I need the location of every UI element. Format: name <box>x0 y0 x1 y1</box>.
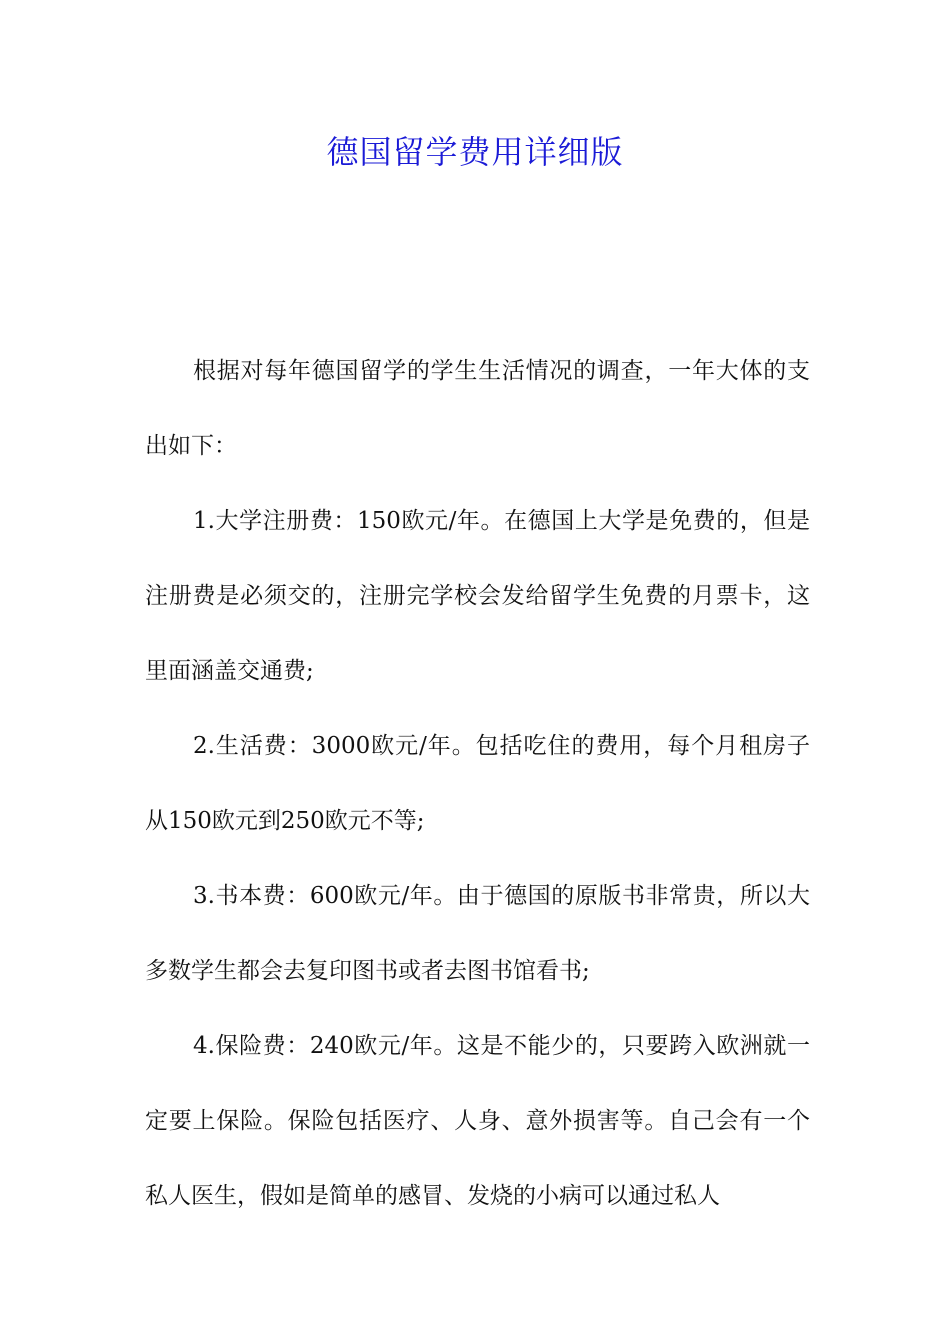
document-title: 德国留学费用详细版 <box>326 133 624 171</box>
paragraph-insurance: 4.保险费：240欧元/年。这是不能少的，只要跨入欧洲就一定要上保险。保险包括医疗、人身、意外损害等。自己会有一个私人医生，假如是简单的感冒、发烧的小病可以通过私人 <box>145 1033 810 1209</box>
paragraph-registration-fee: 1.大学注册费：150欧元/年。在德国上大学是免费的，但是注册费是必须交的，注册完学校会发给留学生免费的月票卡，这里面涵盖交通费; <box>145 508 810 684</box>
paragraph-intro: 根据对每年德国留学的学生生活情况的调查，一年大体的支出如下： <box>145 358 810 459</box>
paragraph-book-cost: 3.书本费：600欧元/年。由于德国的原版书非常贵，所以大多数学生都会去复印图书或者去图书馆看书; <box>145 883 810 984</box>
document-body <box>145 334 810 1234</box>
paragraph-living-cost: 2.生活费：3000欧元/年。包括吃住的费用，每个月租房子从150欧元到250欧元不等; <box>145 733 810 834</box>
